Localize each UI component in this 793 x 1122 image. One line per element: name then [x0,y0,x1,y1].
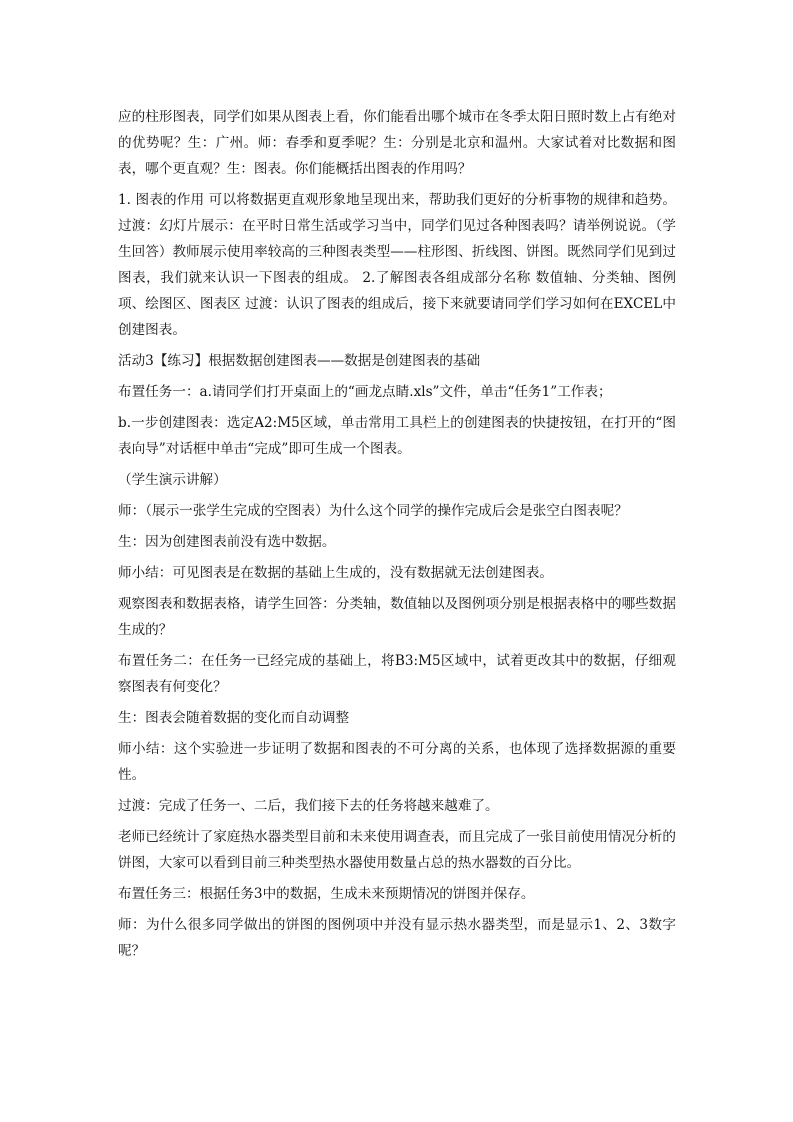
paragraph-task-3: 布置任务三：根据任务3中的数据，生成未来预期情况的饼图并保存。 [118,886,535,902]
paragraph-teacher-question-2: 师：为什么很多同学做出的饼图的图例项中并没有显示热水器类型，而是显示1、2、3数字呢？ [118,917,676,959]
paragraph-student-answer-2: 生：图表会随着数据的变化而自动调整 [118,710,350,726]
paragraph-chart-purpose: 1. 图表的作用 可以将数据更直观形象地呈现出来，帮助我们更好的分析事物的规律和趋势。 过渡：幻灯片展示：在平时日常生活或学习当中，同学们见过各种图表吗？请举例说说。（学生回答）教师展示使用率较高的三种图表类型——柱形图、折线图、饼图。既然同学们见到过图表，我们就来认识一下图表的组成。 2.了解图表各组成部分名称 数值轴、分类轴、图例项、绘图区、图表区 过渡：认识了图表的组成后，接下来就要请同学们学习如何在EXCEL中创建图表。 [118,192,676,338]
paragraph-activity-3-heading: 活动3【练习】根据数据创建图表——数据是创建图表的基础 [118,353,481,369]
paragraph-student-demo: （学生演示讲解） [118,472,227,488]
paragraph-student-answer: 生：因为创建图表前没有选中数据。 [118,534,336,550]
paragraph-water-heater-survey: 老师已经统计了家庭热水器类型目前和未来使用调查表，而且完成了一张目前使用情况分析的饼图，大家可以看到目前三种类型热水器使用数量占总的热水器数的百分比。 [118,829,676,871]
paragraph-observe-chart: 观察图表和数据表格，请学生回答：分类轴，数值轴以及图例项分别是根据表格中的哪些数据生成的？ [118,596,676,638]
paragraph-chart-intro: 应的柱形图表，同学们如果从图表上看，你们能看出哪个城市在冬季太阳日照时数上占有绝对的优势呢？生：广州。师：春季和夏季呢？生：分别是北京和温州。大家试着对比数据和图表，哪个更直观？生：图表。你们能概括出图表的作用吗？ [118,109,676,177]
paragraph-task-1-b: b.一步创建图表：选定A2:M5区域，单击常用工具栏上的创建图表的快捷按钮，在打开的“图表向导”对话框中单击“完成”即可生成一个图表。 [118,415,676,457]
paragraph-transition: 过渡：完成了任务一、二后，我们接下去的任务将越来越难了。 [118,798,499,814]
paragraph-task-1-a: 布置任务一：a.请同学们打开桌面上的“画龙点睛.xls”文件，单击“任务1”工作表； [118,384,612,400]
document-body [118,104,676,964]
paragraph-teacher-summary-2: 师小结：这个实验进一步证明了数据和图表的不可分离的关系，也体现了选择数据源的重要性。 [118,741,676,783]
paragraph-teacher-question: 师：（展示一张学生完成的空图表）为什么这个同学的操作完成后会是张空白图表呢？ [118,503,628,519]
paragraph-teacher-summary-1: 师小结：可见图表是在数据的基础上生成的，没有数据就无法创建图表。 [118,565,553,581]
paragraph-task-2: 布置任务二：在任务一已经完成的基础上，将B3:M5区域中，试着更改其中的数据，仔细观察图表有何变化？ [118,653,676,695]
